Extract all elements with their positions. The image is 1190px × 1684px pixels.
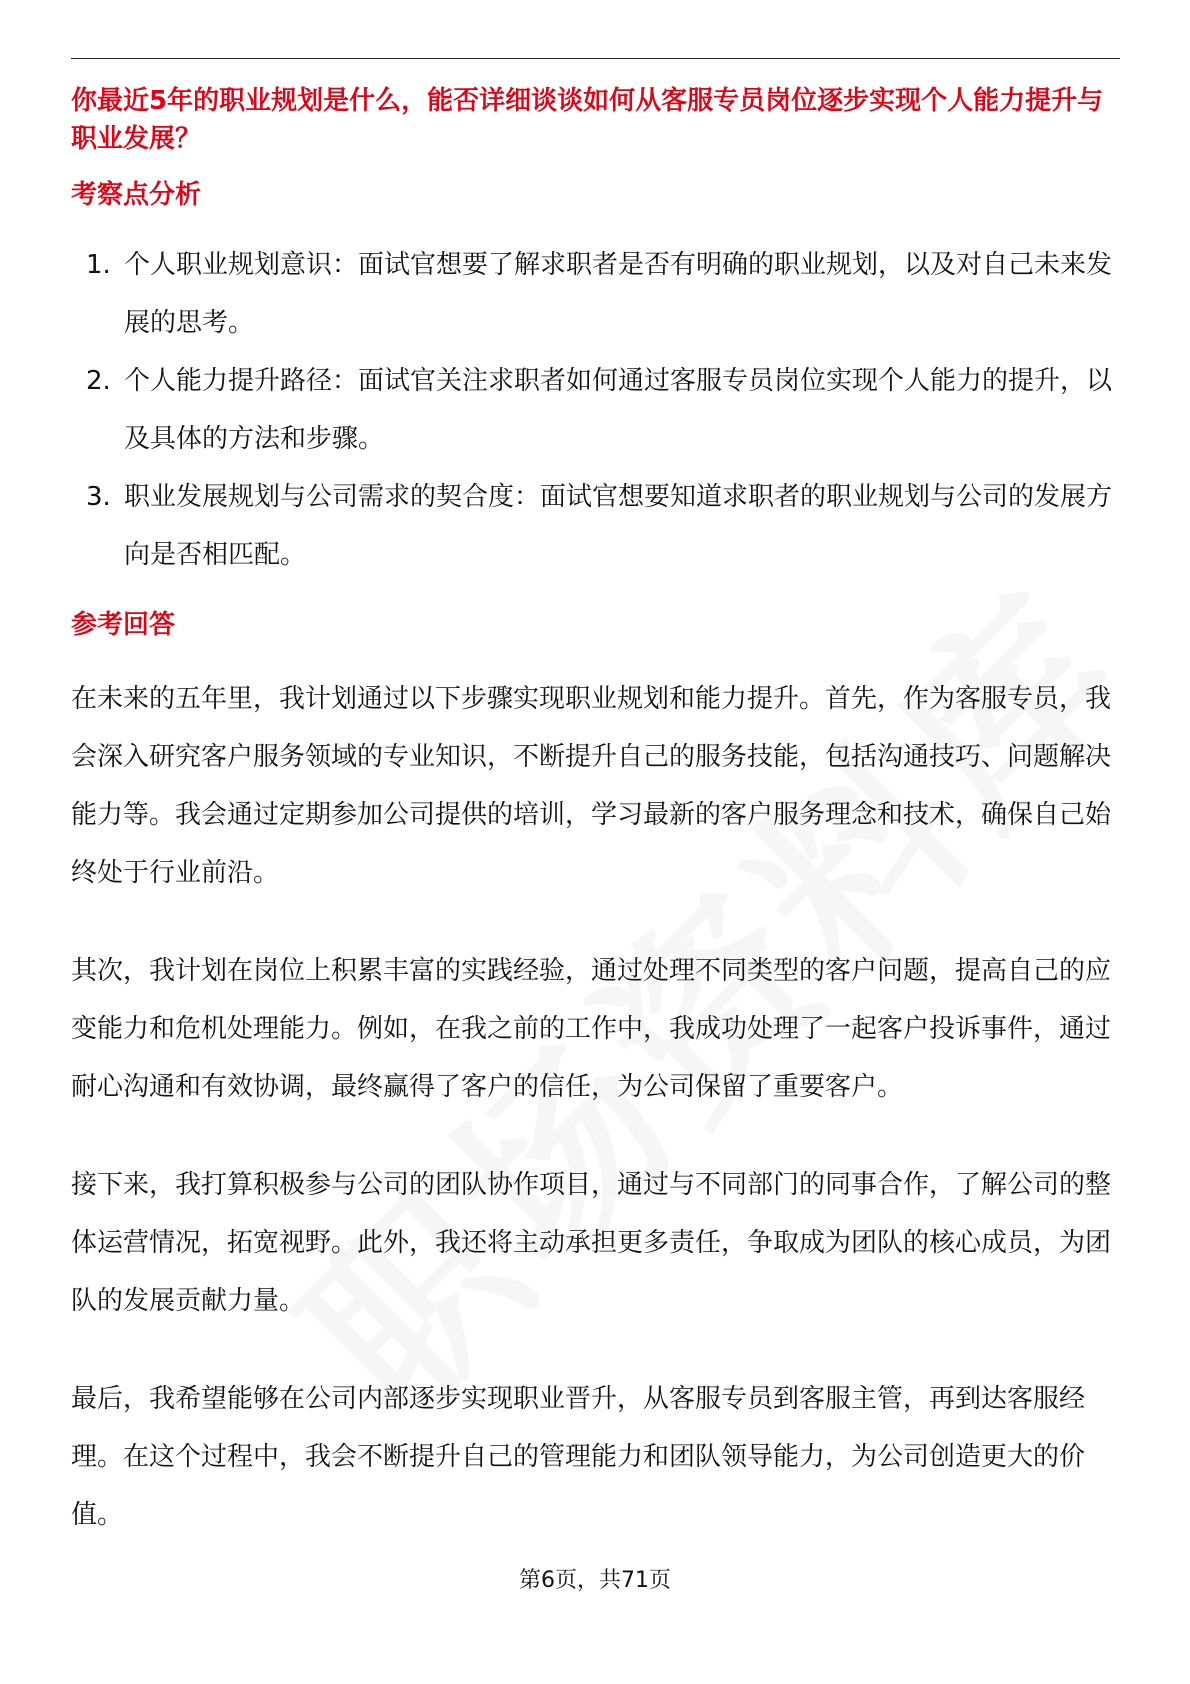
answer-paragraph: 最后，我希望能够在公司内部逐步实现职业晋升，从客服专员到客服主管，再到达客服经理。在这个过程中，我会不断提升自己的管理能力和团队领导能力，为公司创造更大的价值。 — [71, 1384, 1086, 1530]
list-text: 个人职业规划意识：面试官想要了解求职者是否有明确的职业规划，以及对自己未来发展的思考。 — [124, 250, 1113, 338]
answer-title: 参考回答 — [71, 610, 176, 640]
list-item — [71, 468, 1120, 584]
page-number: 第6页，共71页 — [519, 1568, 671, 1593]
analysis-title: 考察点分析 — [71, 180, 202, 210]
page-content — [71, 82, 1120, 1584]
list-number: 1. — [86, 250, 111, 280]
analysis-points — [71, 236, 1120, 584]
answer-paragraph: 在未来的五年里，我计划通过以下步骤实现职业规划和能力提升。首先，作为客服专员，我会深入研究客户服务领域的专业知识，不断提升自己的服务技能，包括沟通技巧、问题解决能力等。我会通过定期参加公司提供的培训，学习最新的客户服务理念和技术，确保自己始终处于行业前沿。 — [71, 684, 1112, 888]
header-rule — [71, 58, 1120, 59]
list-number: 3. — [86, 482, 111, 512]
list-item — [71, 352, 1120, 468]
question-heading: 你最近5年的职业规划是什么，能否详细谈谈如何从客服专员岗位逐步实现个人能力提升与职业发展？ — [71, 86, 1104, 154]
list-item — [71, 236, 1120, 352]
list-text: 职业发展规划与公司需求的契合度：面试官想要知道求职者的职业规划与公司的发展方向是否相匹配。 — [124, 482, 1113, 570]
answer-paragraph: 接下来，我打算积极参与公司的团队协作项目，通过与不同部门的同事合作，了解公司的整体运营情况，拓宽视野。此外，我还将主动承担更多责任，争取成为团队的核心成员，为团队的发展贡献力量。 — [71, 1170, 1112, 1316]
answer-paragraph: 其次，我计划在岗位上积累丰富的实践经验，通过处理不同类型的客户问题，提高自己的应变能力和危机处理能力。例如，在我之前的工作中，我成功处理了一起客户投诉事件，通过耐心沟通和有效协调，最终赢得了客户的信任，为公司保留了重要客户。 — [71, 956, 1112, 1102]
list-number: 2. — [86, 366, 111, 396]
answer-body — [71, 670, 1120, 1544]
list-text: 个人能力提升路径：面试官关注求职者如何通过客服专员岗位实现个人能力的提升，以及具体的方法和步骤。 — [124, 366, 1113, 454]
